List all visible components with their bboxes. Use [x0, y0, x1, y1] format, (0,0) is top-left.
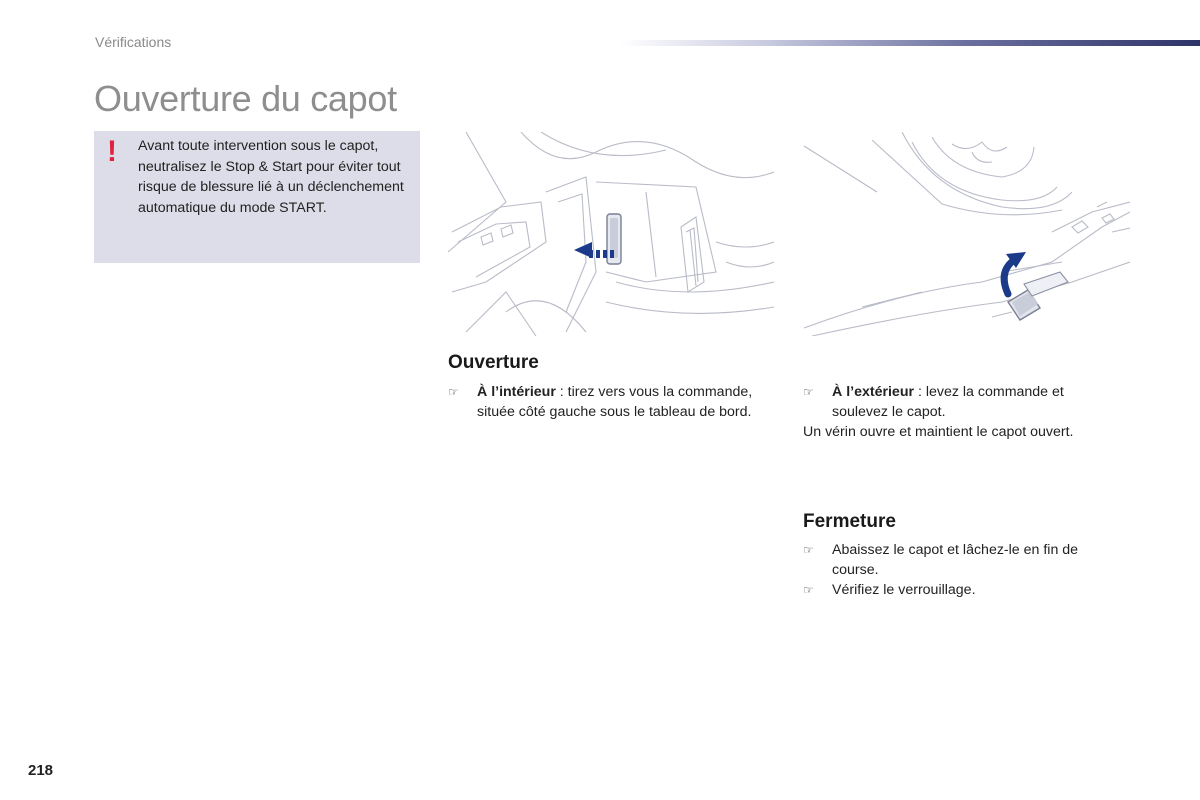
interior-instruction — [448, 382, 758, 422]
exterior-handle-drawing — [802, 132, 1130, 336]
header-gradient-bar — [620, 40, 1200, 46]
exclamation-icon: ! — [107, 135, 117, 168]
interior-lever-drawing — [446, 132, 774, 336]
pointing-hand-icon: ☞ — [803, 385, 814, 399]
strut-note: Un vérin ouvre et maintient le capot ouvert. — [803, 424, 1074, 440]
section-label: Vérifications — [95, 34, 172, 50]
hood-handle — [1008, 272, 1068, 320]
interior-text: : tirez vers vous la commande, située côté gauche sous le tableau de bord. — [477, 384, 753, 420]
opening-heading: Ouverture — [448, 352, 539, 373]
pointing-hand-icon: ☞ — [803, 583, 814, 597]
page-title: Ouverture du capot — [94, 78, 397, 119]
exterior-label: À l’extérieur — [832, 384, 915, 400]
exterior-instruction — [803, 382, 1113, 422]
pointing-hand-icon: ☞ — [448, 385, 459, 399]
closing-step — [803, 580, 1123, 600]
exterior-release-illustration — [802, 132, 1130, 336]
interior-label: À l’intérieur — [477, 384, 556, 400]
closing-step-text: Abaissez le capot et lâchez-le en fin de course. — [832, 542, 1079, 578]
warning-text: Avant toute intervention sous le capot, neutralisez le Stop & Start pour éviter tout risque de blessure lié à un déclenchement automatique du mode START. — [138, 138, 404, 216]
closing-step-text: Vérifiez le verrouillage. — [832, 582, 976, 598]
pointing-hand-icon: ☞ — [803, 543, 814, 557]
closing-step — [803, 540, 1123, 580]
page-number: 218 — [28, 762, 54, 779]
interior-release-illustration — [446, 132, 774, 336]
exterior-text: : levez la commande et soulevez le capot. — [832, 384, 1064, 420]
closing-heading: Fermeture — [803, 511, 896, 532]
